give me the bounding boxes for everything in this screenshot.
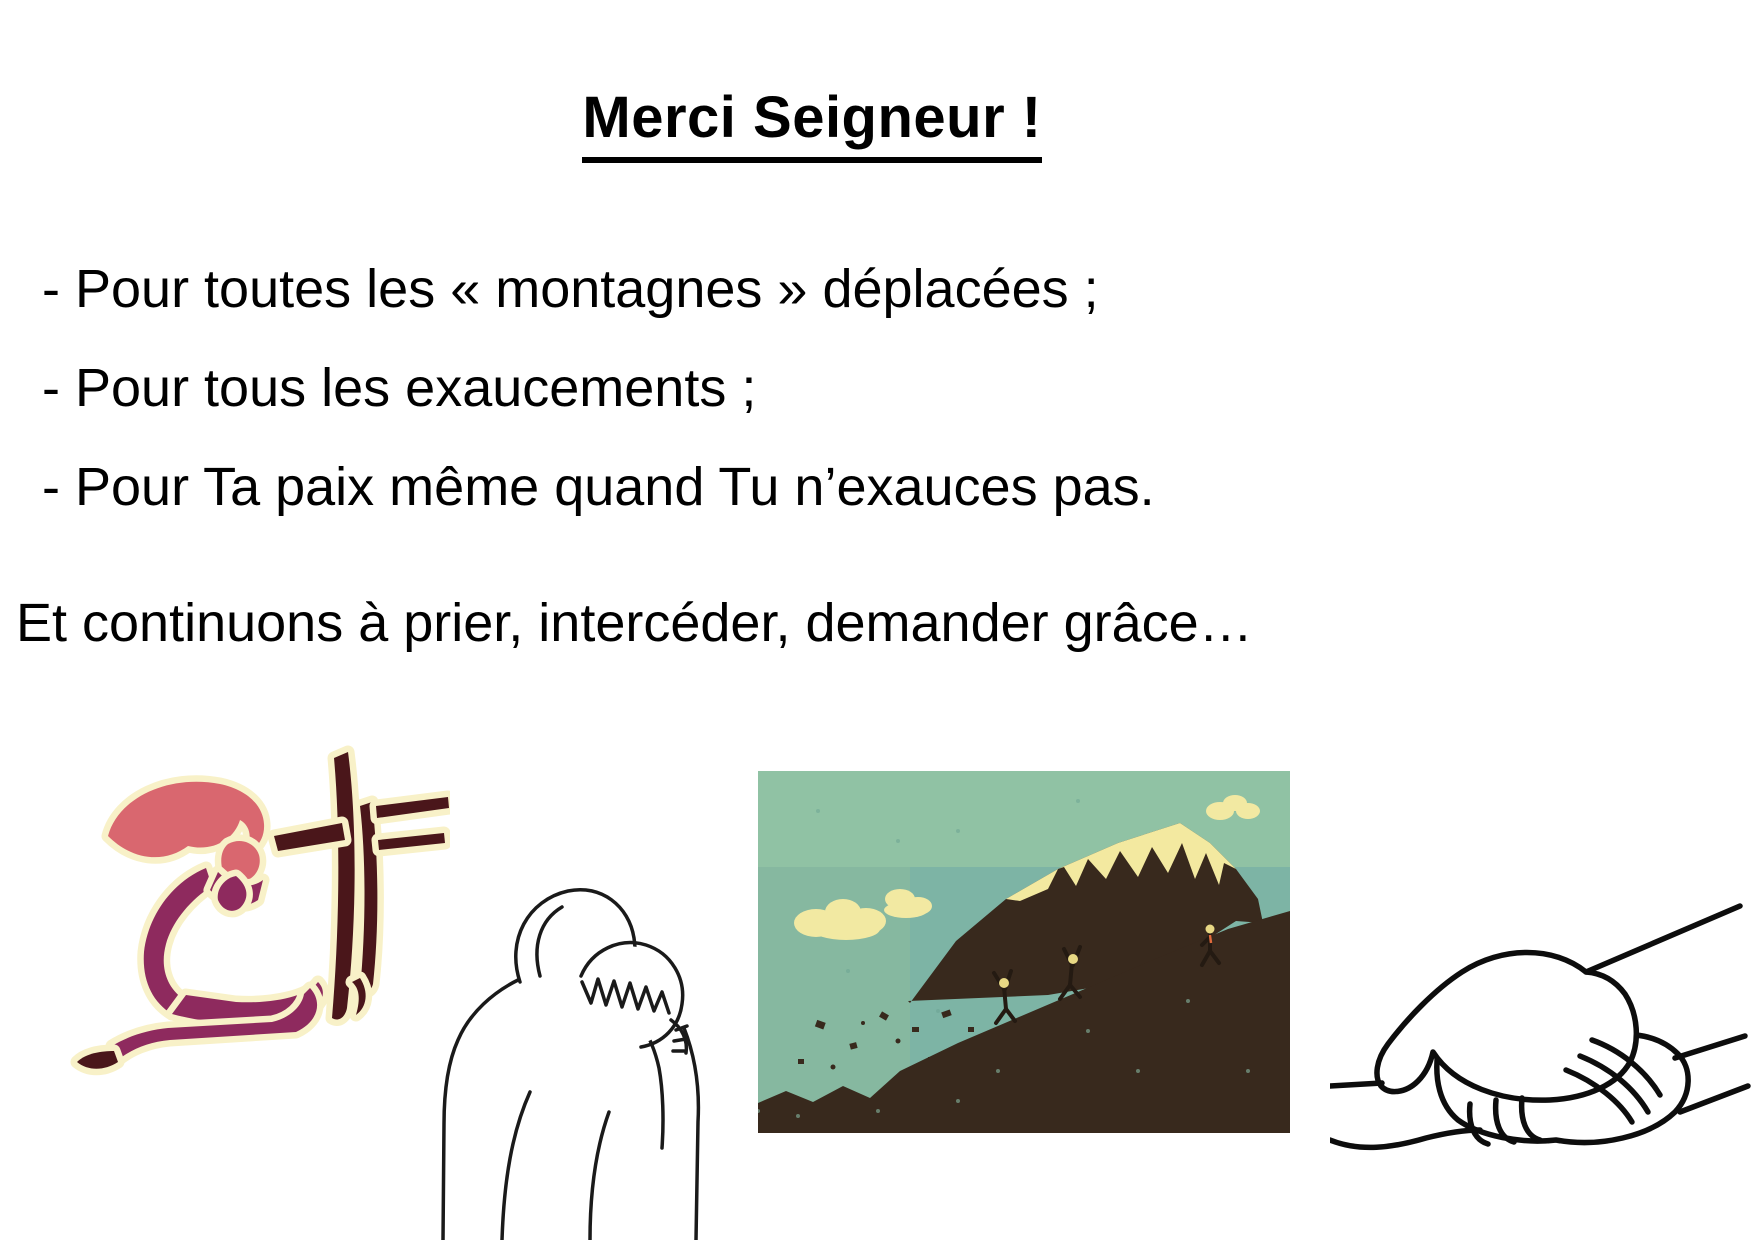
foot (77, 1051, 118, 1069)
praying-woman-with-cross-illustration (60, 740, 450, 1100)
page-title (0, 84, 1624, 163)
right-wrist-lines (1675, 1036, 1745, 1058)
left-person-back (443, 980, 518, 1240)
right-person-back (684, 1028, 698, 1240)
page-title-text: Merci Seigneur ! (582, 84, 1041, 163)
moving-mountain-illustration (758, 771, 1290, 1133)
bullet-line-3: - Pour Ta paix même quand Tu n’exauces pas. (42, 457, 1155, 517)
left-wrist-line (1330, 1083, 1382, 1086)
bullet-line-1: - Pour toutes les « montagnes » déplacées ; (42, 259, 1099, 319)
upper-hand (1377, 953, 1636, 1101)
kneeling-body (112, 868, 323, 1060)
bullet-line-2: - Pour tous les exaucements ; (42, 358, 757, 418)
hair (108, 782, 264, 882)
cross-icon (274, 752, 449, 1020)
bullet-list (42, 240, 1155, 537)
closing-line: Et continuons à prier, intercéder, demander grâce… (16, 593, 1253, 653)
holding-hands-illustration (1330, 890, 1755, 1190)
lower-arm-line (1330, 1130, 1480, 1147)
upper-arm-line (1586, 906, 1740, 972)
comforting-hug-illustration (440, 880, 720, 1240)
